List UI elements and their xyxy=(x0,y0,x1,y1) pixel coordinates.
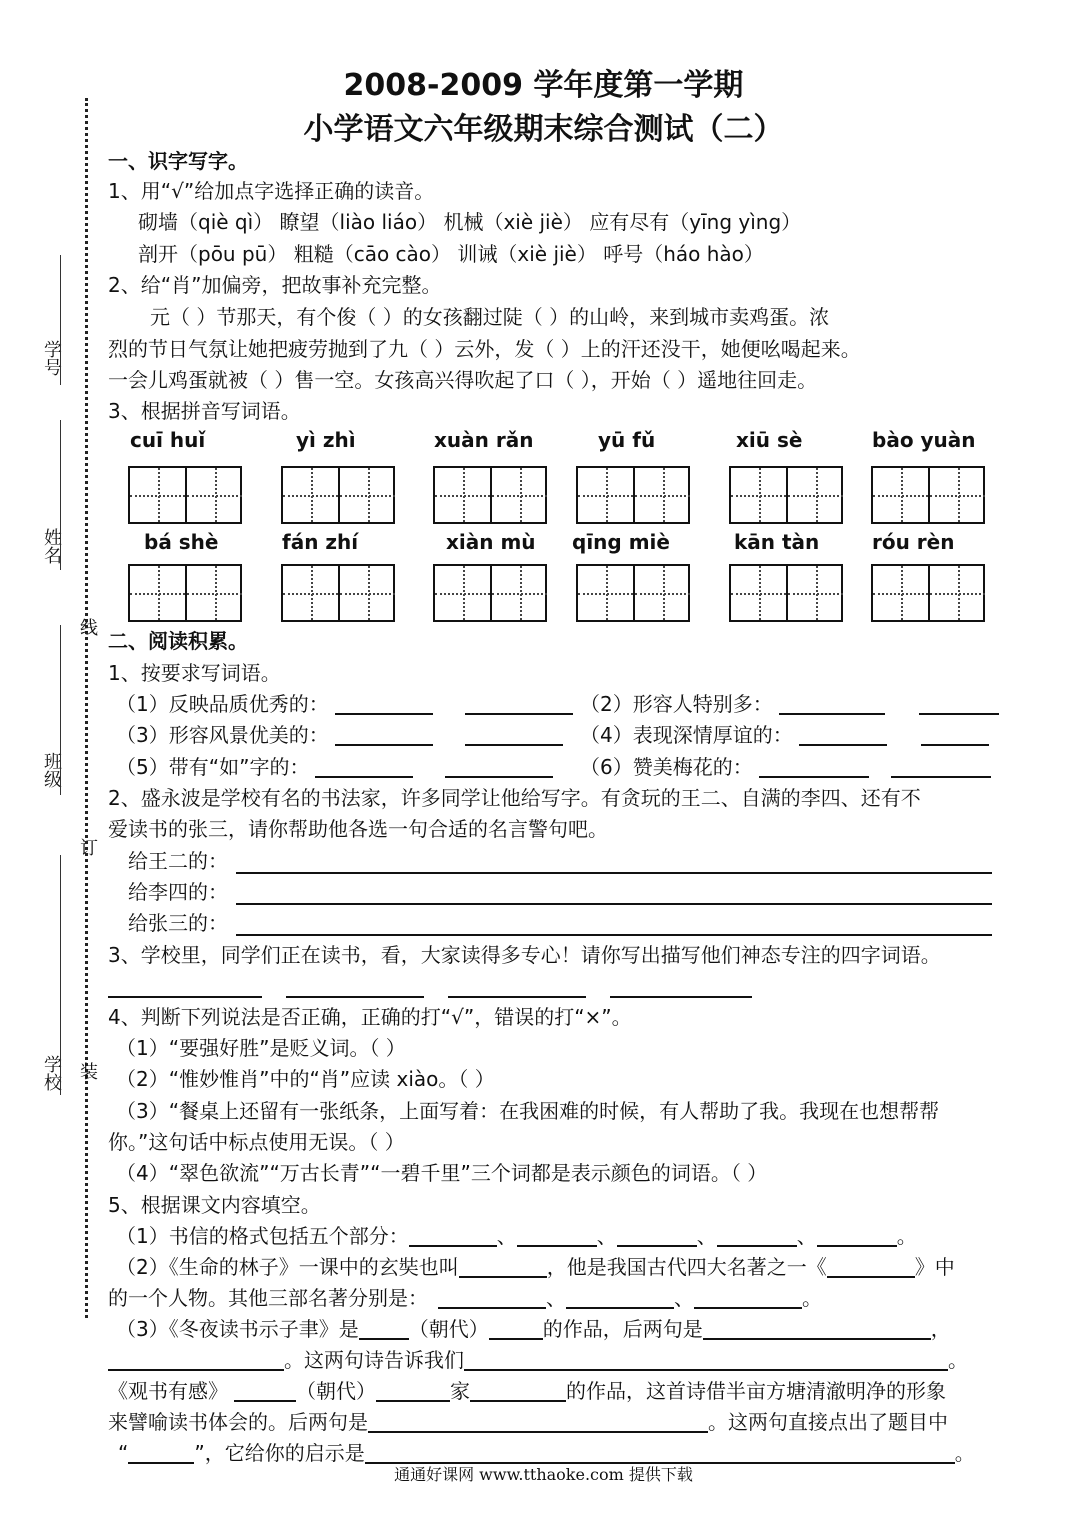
s2-q1-item2: （2）形容人特别多： xyxy=(580,689,999,719)
section-1-heading: 一、识字写字。 xyxy=(108,149,248,173)
side-mark-xian: 线 xyxy=(77,618,98,636)
answer-blank[interactable] xyxy=(335,693,433,715)
answer-blank[interactable] xyxy=(315,756,413,778)
pinyin-label: cuī huǐ xyxy=(130,428,206,452)
pinyin-label: bá shè xyxy=(144,530,219,554)
s2-q2-give-wang: 给王二的： xyxy=(128,849,228,873)
s2-q5-item3-line5: “ ”，它给你的启示是 。 xyxy=(118,1441,975,1465)
answer-blank[interactable] xyxy=(919,693,999,715)
pinyin-label: xiàn mù xyxy=(446,530,536,554)
answer-blank[interactable] xyxy=(703,1318,931,1340)
s1-q2: 2、给“肖”加偏旁，把故事补充完整。 xyxy=(108,273,442,297)
answer-blank[interactable] xyxy=(617,1225,697,1247)
s2-q5-item3-line3: 《观书有感》 （朝代） 家 的作品，这首诗借半亩方塘清澈明净的形象 xyxy=(108,1379,946,1403)
answer-blank[interactable] xyxy=(465,693,573,715)
s1-q1-row1: 砌墙（qiè qì） 瞭望（liào liáo） 机械（xiè jiè） 应有尽有（yīng yìng） xyxy=(138,210,802,234)
side-blank-name xyxy=(60,420,61,570)
answer-blank[interactable] xyxy=(365,1442,955,1464)
answer-blank[interactable] xyxy=(376,1380,450,1402)
answer-blank[interactable] xyxy=(779,693,885,715)
side-label-name: 姓名 xyxy=(41,528,62,564)
s2-q1-item4: （4）表现深情厚谊的： xyxy=(580,720,989,750)
writing-grid[interactable] xyxy=(871,466,985,524)
side-label-school: 学校 xyxy=(41,1055,62,1091)
writing-grid[interactable] xyxy=(729,564,843,622)
answer-blank[interactable] xyxy=(438,1287,546,1309)
answer-blank[interactable] xyxy=(459,1256,547,1278)
answer-blank[interactable] xyxy=(464,1349,948,1371)
writing-grid[interactable] xyxy=(128,564,242,622)
writing-grid[interactable] xyxy=(433,466,547,524)
answer-blank[interactable] xyxy=(128,1442,194,1464)
s2-q5-item3-line4: 来譬喻读书体会的。后两句是 。这两句直接点出了题目中 xyxy=(108,1410,948,1434)
answer-blank[interactable] xyxy=(694,1287,802,1309)
answer-line[interactable] xyxy=(610,996,752,998)
writing-grid[interactable] xyxy=(128,466,242,524)
answer-blank[interactable] xyxy=(517,1225,597,1247)
answer-line[interactable] xyxy=(236,934,992,936)
pinyin-label: fán zhí xyxy=(282,530,359,554)
side-mark-ding: 订 xyxy=(77,838,98,856)
answer-blank[interactable] xyxy=(335,724,433,746)
s2-q4: 4、判断下列说法是否正确，正确的打“√”，错误的打“×”。 xyxy=(108,1005,632,1029)
s2-q2-line2: 爱读书的张三，请你帮助他各选一句合适的名言警句吧。 xyxy=(108,817,608,841)
s2-q2-line1: 2、盛永波是学校有名的书法家，许多同学让他给写字。有贪玩的王二、自满的李四、还有不 xyxy=(108,786,921,810)
writing-grid[interactable] xyxy=(871,564,985,622)
s2-q4-item1: （1）“要强好胜”是贬义词。（ ） xyxy=(116,1036,406,1060)
answer-blank[interactable] xyxy=(234,1380,296,1402)
s2-q5-item3-line2: 。这两句诗告诉我们 。 xyxy=(108,1345,968,1375)
s2-q4-item3b: 你。”这句话中标点使用无误。（ ） xyxy=(108,1130,405,1154)
answer-line[interactable] xyxy=(108,996,262,998)
s2-q5-item1: （1）书信的格式包括五个部分： 、 、 、 、 。 xyxy=(116,1224,917,1248)
answer-blank[interactable] xyxy=(891,756,991,778)
answer-blank[interactable] xyxy=(921,724,989,746)
s1-q1: 1、用“√”给加点字选择正确的读音。 xyxy=(108,179,435,203)
answer-blank[interactable] xyxy=(445,756,553,778)
s2-q3: 3、学校里，同学们正在读书，看，大家读得多专心！请你写出描写他们神态专注的四字词语。 xyxy=(108,943,941,967)
s2-q4-item4: （4）“翠色欲流”“万古长青”“一碧千里”三个词都是表示颜色的词语。（ ） xyxy=(116,1161,768,1185)
pinyin-label: yū fǔ xyxy=(598,428,656,452)
answer-blank[interactable] xyxy=(489,1318,543,1340)
answer-blank[interactable] xyxy=(465,724,563,746)
side-mark-zhuang: 装 xyxy=(77,1062,98,1080)
answer-blank[interactable] xyxy=(817,1225,897,1247)
answer-blank[interactable] xyxy=(827,1256,915,1278)
pinyin-label: xuàn rǎn xyxy=(434,428,534,452)
answer-line[interactable] xyxy=(236,872,992,874)
answer-blank[interactable] xyxy=(566,1287,674,1309)
writing-grid[interactable] xyxy=(433,564,547,622)
writing-grid[interactable] xyxy=(281,466,395,524)
s2-q2-give-zhang: 给张三的： xyxy=(128,911,228,935)
side-label-class: 班级 xyxy=(41,752,62,788)
pinyin-label: yì zhì xyxy=(296,428,356,452)
pinyin-label: xiū sè xyxy=(736,428,803,452)
s2-q5-item2: （2）《生命的林子》一课中的玄奘也叫 ，他是我国古代四大名著之一《 》中 xyxy=(116,1255,955,1279)
s2-q1-item5: （5）带有“如”字的： xyxy=(116,752,553,782)
s1-q2-para2: 烈的节日气氛让她把疲劳抛到了九（ ）云外，发（ ）上的汗还没干，她便吆喝起来。 xyxy=(108,337,861,361)
side-blank-school xyxy=(60,855,61,1095)
pinyin-label: róu rèn xyxy=(872,530,955,554)
answer-line[interactable] xyxy=(236,903,992,905)
s2-q5: 5、根据课文内容填空。 xyxy=(108,1193,321,1217)
s2-q1: 1、按要求写词语。 xyxy=(108,661,281,685)
side-blank-class xyxy=(60,625,61,795)
answer-blank[interactable] xyxy=(799,724,887,746)
answer-blank[interactable] xyxy=(470,1380,566,1402)
s2-q5-item3: （3）《冬夜读书示子聿》是 （朝代） 的作品，后两句是 ， xyxy=(116,1317,951,1341)
answer-blank[interactable] xyxy=(108,1349,284,1371)
answer-line[interactable] xyxy=(448,996,586,998)
s2-q4-item2: （2）“惟妙惟肖”中的“肖”应读 xiào。（ ） xyxy=(116,1067,495,1091)
section-2-heading: 二、阅读积累。 xyxy=(108,629,248,653)
s1-q3: 3、根据拼音写词语。 xyxy=(108,399,301,423)
answer-line[interactable] xyxy=(286,996,424,998)
answer-blank[interactable] xyxy=(717,1225,797,1247)
title-line-2: 小学语文六年级期末综合测试（二） xyxy=(303,112,784,147)
s2-q4-item3a: （3）“餐桌上还留有一张纸条，上面写着：在我困难的时候，有人帮助了我。我现在也想帮帮 xyxy=(116,1099,940,1123)
writing-grid[interactable] xyxy=(281,564,395,622)
s2-q1-item3: （3）形容风景优美的： xyxy=(116,720,563,750)
pinyin-label: qīng miè xyxy=(572,530,670,554)
writing-grid[interactable] xyxy=(729,466,843,524)
binding-dotted-line xyxy=(85,98,88,1318)
answer-blank[interactable] xyxy=(368,1411,708,1433)
side-blank-student-id xyxy=(60,255,61,385)
pinyin-label: bào yuàn xyxy=(872,428,976,452)
side-label-student-id: 学号 xyxy=(41,340,62,376)
writing-grid[interactable] xyxy=(576,564,690,622)
s2-q1-item6: （6）赞美梅花的： xyxy=(580,752,991,782)
s1-q2-para3: 一会儿鸡蛋就被（ ）售一空。女孩高兴得吹起了口（ ），开始（ ）遥地往回走。 xyxy=(108,368,818,392)
answer-blank[interactable] xyxy=(759,756,869,778)
s2-q1-item1: （1）反映品质优秀的： xyxy=(116,689,573,719)
title-line-1: 2008-2009 学年度第一学期 xyxy=(343,68,744,103)
answer-blank[interactable] xyxy=(359,1318,409,1340)
s2-q2-give-li: 给李四的： xyxy=(128,880,228,904)
footer-credit: 通通好课网 www.tthaoke.com 提供下载 xyxy=(394,1465,693,1484)
answer-blank[interactable] xyxy=(409,1225,497,1247)
pinyin-label: kān tàn xyxy=(734,530,820,554)
writing-grid[interactable] xyxy=(576,466,690,524)
s1-q1-row2: 剖开（pōu pū） 粗糙（cāo cào） 训诫（xiè jiè） 呼号（háo hào） xyxy=(138,242,764,266)
s2-q5-item2-cont: 的一个人物。其他三部名著分别是： 、 、 。 xyxy=(108,1286,822,1310)
s1-q2-para1: 元（ ）节那天，有个俊（ ）的女孩翻过陡（ ）的山岭，来到城市卖鸡蛋。浓 xyxy=(150,305,830,329)
